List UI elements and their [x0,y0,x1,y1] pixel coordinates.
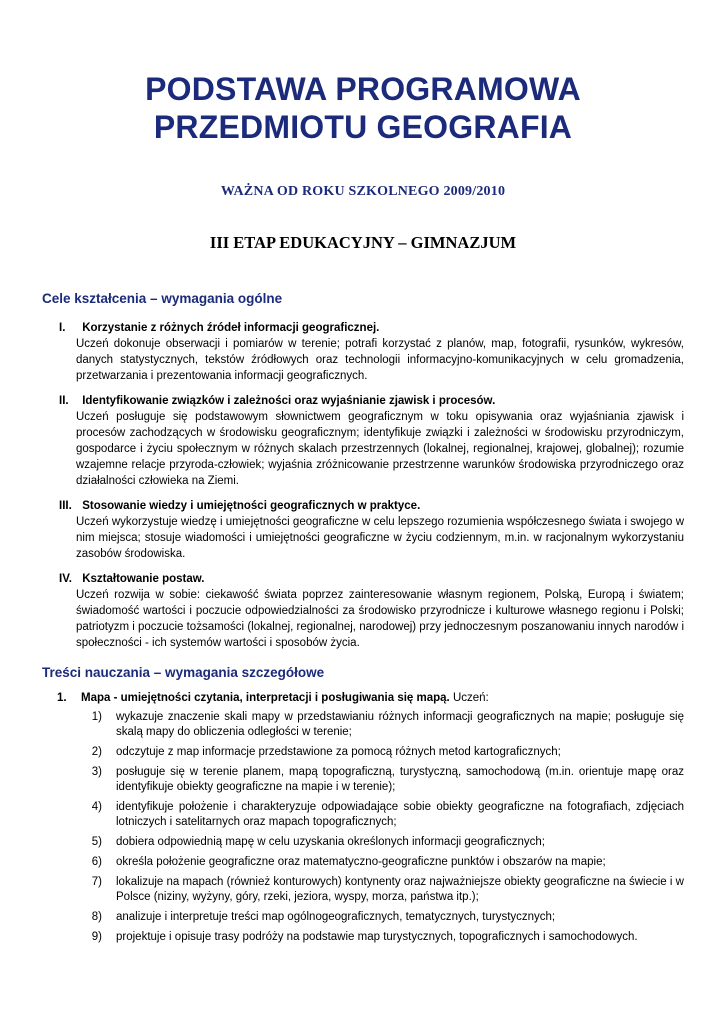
item-text: wykazuje znaczenie skali mapy w przedstawianiu różnych informacji geograficznych na mapie; posługuje się skalą mapy do obliczenia odległości w terenie; [116,711,684,738]
item-number: 5) [91,836,102,848]
goal-title: Kształtowanie postaw. [82,573,205,585]
content-section-heading: Treści nauczania – wymagania szczegółowe [42,665,325,680]
list-item [42,800,684,830]
goal-title: Identyfikowanie związków i zależności oraz wyjaśnianie zjawisk i procesów. [82,395,496,407]
item-text: odczytuje z map informacje przedstawione za pomocą różnych metod kartograficznych; [116,746,561,758]
goal-text: Uczeń wykorzystuje wiedzę i umiejętności geograficzne w celu lepszego rozumienia współczesnego świata i swojego w nim miejsca; stosuje wiadomości i umiejętności geograficzne w życiu codziennym, m.in. w racjonalnym wykorzystaniu zasobów środowiska. [76,516,684,560]
title-line-2: PRZEDMIOTU GEOGRAFIA [153,109,573,145]
item-text: posługuje się w terenie planem, mapą topograficzną, turystyczną, samochodową (m.in. orientuje mapę oraz identyfikuje obiekty geograficzne na mapie i w terenie); [116,766,684,793]
item-number: 1) [91,711,102,723]
goal-title: Stosowanie wiedzy i umiejętności geograficznych w praktyce. [82,500,421,512]
requirement-items [42,710,684,945]
goal-item [42,571,684,651]
goal-text: Uczeń posługuje się podstawowym słownictwem geograficznym w toku opisywania oraz wyjaśniania zjawisk i procesów zachodzących w środowisku geograficznym; identyfikuje związki i zależności w środowisku przyrodniczym, gospodarce i życiu społecznym w różnych skalach przestrzennych (lokalnej, regionalnej, krajowej, globalnej); rozumie wzajemne relacje przyroda-człowiek; wyjaśnia zróżnicowanie przestrzenne warunków środowiska przyrodniczego oraz działalności człowieka na Ziemi. [76,411,684,487]
requirement-title: Mapa - umiejętności czytania, interpretacji i posługiwania się mapą. [81,692,450,704]
item-text: analizuje i interpretuje treści map ogólnogeograficznych, tematycznych, turystycznych; [116,911,556,923]
list-item [42,855,684,870]
goal-text: Uczeń rozwija w sobie: ciekawość świata poprzez zainteresowanie własnym regionem, Polską, Europą i światem; świadomość wartości i poczucie odpowiedzialności za środowisko przyrodnicze i kulturowe własnego regionu i Polski; patriotyzm i poczucie tożsamości (lokalnej, regionalnej, narodowej) przy jednoczesnym poszanowaniu innych narodów i społeczności - ich systemów wartości i sposobów życia. [76,589,684,649]
item-text: lokalizuje na mapach (również konturowych) kontynenty oraz najważniejsze obiekty geograficzne na świecie i w Polsce (niziny, wyżyny, góry, rzeki, jeziora, wyspy, morza, państwa itp.); [116,876,684,903]
list-item [42,835,684,850]
goal-item [42,393,684,489]
goal-number: I. [59,322,66,334]
item-number: 4) [91,801,102,813]
requirement-block [42,690,684,945]
item-text: określa położenie geograficzne oraz matematyczno-geograficzne punktów i obszarów na mapie; [116,856,606,868]
list-item [42,910,684,925]
list-item [42,765,684,795]
item-number: 8) [91,911,102,923]
item-number: 9) [91,931,102,943]
education-stage-heading: III ETAP EDUKACYJNY – GIMNAZJUM [209,233,517,252]
goal-text: Uczeń dokonuje obserwacji i pomiarów w terenie; potrafi korzystać z planów, map, fotografii, rysunków, wykresów, danych statystycznych, tekstów źródłowych oraz technologii informacyjno-komunikacyjnych w celu gromadzenia, przetwarzania i prezentowania informacji geograficznych. [76,338,684,382]
goal-item [42,498,684,562]
goals-list [42,320,684,651]
goals-section-heading: Cele kształcenia – wymagania ogólne [42,291,283,306]
item-number: 3) [91,766,102,778]
item-text: dobiera odpowiednią mapę w celu uzyskania określonych informacji geograficznych; [116,836,545,848]
list-item [42,875,684,905]
requirement-number: 1. [57,692,67,704]
item-text: identyfikuje położenie i charakteryzuje odpowiadające sobie obiekty geograficzne na fotografiach, zdjęciach lotniczych i satelitarnych oraz mapach topograficznych; [116,801,684,828]
valid-from-subtitle: WAŻNA OD ROKU SZKOLNEGO 2009/2010 [220,184,506,199]
goal-item [42,320,684,384]
requirement-suffix: Uczeń: [452,692,489,704]
document-title [42,70,684,146]
list-item [42,710,684,740]
goal-title: Korzystanie z różnych źródeł informacji geograficznej. [82,322,380,334]
item-text: projektuje i opisuje trasy podróży na podstawie map turystycznych, topograficznych i samochodowych. [116,931,638,943]
goal-number: III. [59,500,72,512]
item-number: 7) [91,876,102,888]
item-number: 2) [91,746,102,758]
list-item [42,745,684,760]
list-item [42,930,684,945]
goal-number: IV. [59,573,73,585]
title-line-1: PODSTAWA PROGRAMOWA [145,71,581,107]
item-number: 6) [91,856,102,868]
goal-number: II. [59,395,69,407]
